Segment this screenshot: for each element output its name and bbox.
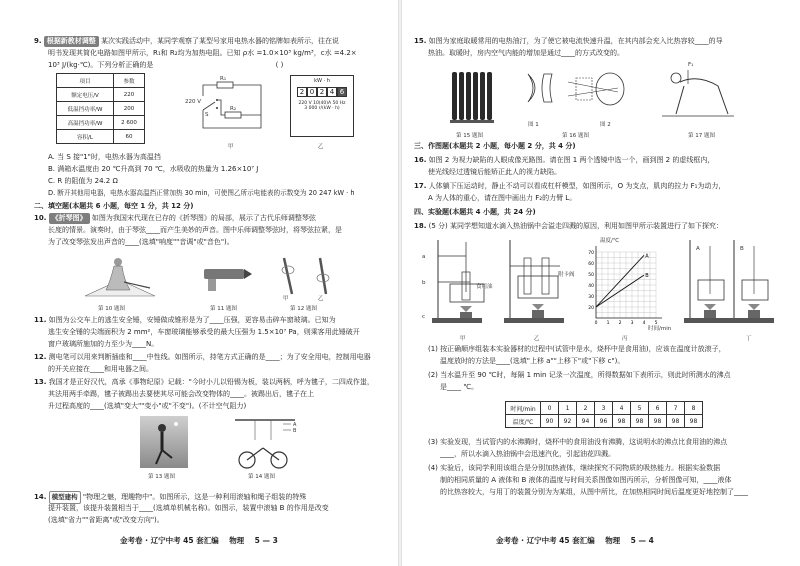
q18-temperature-table [505,401,703,428]
left-page: 9. 根据新教材调整 某次实践活动中，某同学观察了某型号家用电热水器的铭牌如表所示，往在说 明书发现其简化电路如图甲所示，R₁和 R₂均为加热电阻。已知 ρ水 =1.0×10³ kg/m³，c水 =4.2× 10³ J/(kg·℃)。下列分析正确的是 ( ) 项目 参数 额定电压/V 220 低温挡功率/W 200 高温挡功率/W 2 600 容积/L 60 R₁ R₂ 220 V S 甲 kW · h 2 0 2 4 6 220 V 10(40)A 50 Hz 3 000 r/(kW · h) 乙 A. 当 S 接"1"时，电热水器为高温挡 B. 满箱水温度由 20 ℃升高到 70 ℃，水吸收的热量为 1.26×10⁷ J C. R 的阻值为 24.2 Ω D. 断开其他用电器，电热水器高温挡正常加热 30 min，可使图乙所示电能表的示数变为 20 247 kW · h 二、填空题(本题共 6 小题，每空 1 分，共 12 分) 10. 《折琴图》 如图为我国宋代现在已存的《折琴图》的局部，展示了古代乐师调整琴弦 长度的情景。演奏时，由于琴弦____而产生美妙的声音。图中乐师调整琴弦时，将琴弦拉紧，是 为了改变琴弦发出声音的____(选填"响度""音调"或"音色")。 甲 乙 第 10 题图 第 11 题图 第 12 题图 11. 如图为公交车上的逃生安全锤，安锤做成锥形是为了____压强，更容易击碎车窗玻璃。已知为 逃生安全锤的尖端面积为 2 mm²，车窗玻璃能够承受的最大压强为 1.5×10⁷ Pa，则乘客用此锤破开 窗户玻璃所施加的力至少为____N。 12. 测电笔可以用来判断插座和____中性线。如图所示，持笔方式正确的是____；为了安全用电，控制用电器 的开关应接在____和用电器之间。 13. 我国才是正好汉代，高承《事物纪原》记载："今时小儿以铅锡为板，装以两柄，呼为毽子，二四成作蚩， 其法用两手牵踢，毽子被踢出去要使其尽可能会改变物体的____。被踢出后，毽子在上 升过程高度的____(选填"变大""变小"或"不变")。(不计空气阻力) 第 13 题图 A B 第 14 题图 14. 模型建构 "物理之魅，理趣物中"。如图所示，这是一种利用滚轴和绳子组装的特殊 提升装置，该提升装置相当于____(选填单机械名称)。如图示，装置中滚轴 B 的作用是改变 (选填"省力""省距离"或"改变方向")。 金考卷 · 辽宁中考 45 套汇编 物理 5 — 3 [34,37,374,545]
q18-setup-yi [504,236,570,330]
q9-line1: 9. 根据新教材调整 某次实践活动中，某同学观察了某型号家用电热水器的铭牌如表所示，往在说 [34,36,339,47]
right-page: 15. 如图为家庭取暖常用的电热油汀，为了使它被电流快速升温，在其内部会充入比热容较____的导 热油。取暖时，房内空气内能的增加是通过____的方式改变的。 第 15 题图 图 1 图 2 第 16 题图 F₁ 第 17 题图 三、作图题(本题共 2 小题，每小题 2 分，共 4 分) 16. 如图 2 为视力缺陷的人眼成像光路图。请在图 1 两个透镜中选一个，画到图 2 的虚线框内， 使光线经过透镜后能矫正此人的视力缺陷。 17. 人体躺下压运动时，静止不动可以看成杠杆模型，如图所示，O 为支点，肌肉的拉力 F₁为动力， A 为人体的重心，请在图中画出力 F₂的力臂 L。 四、实验题(本题共 4 小题，共 24 分) 18. (5 分) 某同学想知道水滴入热油锅中会溢走四溅的原因，利用如图甲所示装置进行了如下探究： a b c 食用油 甲 附卡阀 乙 20 30 40 50 60 70 0 1 2 3 4 5 A B 温度/℃ 时间/min 丙 A B 丁 (1) 按正确顺序组装本实验器材的过程中(试管中是水，烧杯中是食用油)，应该在温度计放滚子， 温度放时的方法是____(选填"上移 a""上移下"或"下移 c")。 (2) 当水温升至 90 ℃时，每隔 1 min 记录一次温度，所得数据如下表所示，则此时所测水的沸点 是____ ℃。 时间/min 0 1 2 3 4 5 6 7 8 温度/℃ 90 92 94 96 98 98 98 98 98 (3) 实验发现，当试管内的水沸腾时，烧杯中的食用油没有沸腾，这说明水的沸点比食用油的沸点 ____，所以水滴入热油锅中会迅速汽化，引起油花四溅。 (4) 实验后，该同学利用该组合是分别加热液体，继续探究不同物质的吸热能力。根据实验数据 制的相同质量的 A 液体和 B 液体的温度与时间关系图像如图丙所示，分析图像可知，____液体 的比热容较大，与用丁的装置分别为为某组，从图中所比，在加热相同时间后温度更好地控制了____ 金考卷 · 辽宁中考 45 套汇编 物理 5 — 4 [400,0,800,566]
section-2-heading: 二、填空题(本题共 6 小题，每空 1 分，共 12 分) [34,202,194,210]
series-label-b: B [645,273,649,280]
q9-cap-yi: 乙 [318,144,324,150]
y-tick-label: 60 [588,262,594,267]
x-tick-label: 3 [630,321,634,326]
q9-line3: 10³ J/(kg·℃)。下列分析正确的是 ( ) [48,61,284,69]
q11-hammer-figure [198,255,253,295]
fig10-caption: 第 10 题图 [98,306,125,312]
q10-painting-figure [80,252,160,300]
fig14-caption: 第 14 题图 [248,474,275,480]
q18-p2a: (2) 当水温升至 90 ℃时，每隔 1 min 记录一次温度，所得数据如下表所示，则此时所测水的沸点 [428,371,731,379]
q18-p4c: 的比热容较大，与用丁的装置分别为为某组，从图中所比，在加热相同时间后温度更好地控制了____ [440,488,748,496]
fig13-caption: 第 13 题图 [148,474,175,480]
fig17-caption: 第 17 题图 [688,133,715,139]
q11-line2: 逃生安全锤的尖端面积为 2 mm²，车窗玻璃能够承受的最大压强为 1.5×10⁷ Pa，则乘客用此锤破开 [48,328,360,336]
y-tick-label: 70 [588,251,594,256]
q17-line2: A 为人体的重心，请在图中画出力 F₂的力臂 L。 [428,194,577,202]
q10-line2: 长度的情景。演奏时，由于琴弦____而产生美妙的声音。图中乐师调整琴弦时，将琴弦拉紧，是 [48,226,342,234]
q15-line1: 15. 如图为家庭取暖常用的电热油汀，为了使它被电流快速升温，在其内部会充入比热容较____的导 [414,37,723,45]
q18-p3b: ____，所以水滴入热油锅中会迅速汽化，引起油花四溅。 [440,450,615,458]
q9-option-b: B. 满箱水温度由 20 ℃升高到 70 ℃，水吸收的热量为 1.26×10⁷ J [48,165,259,173]
q13-line2: 其法用两手牵踢，毽子被踢出去要使其尽可能会改变物体的____。被踢出后，毽子在上 [48,390,314,398]
table-row: 低温挡功率/W 200 [57,102,145,116]
q18-p4b: 制的相同质量的 A 液体和 B 液体的温度与时间关系图像如图丙所示，分析图像可知，____液体 [440,476,732,484]
q10-line1: 10. 《折琴图》 如图为我国宋代现在已存的《折琴图》的局部，展示了古代乐师调整琴弦 [34,213,316,224]
q17-pushup-figure [658,64,738,126]
q14-line2: 提升装置，该提升装置相当于____(选填单机械名称)。如图示，装置中滚轴 B 的作用是改变 [48,504,329,512]
q12-test-pen-figure [270,254,340,299]
fig12-caption: 第 12 题图 [290,306,317,312]
q15-line2: 热油。取暖时，房内空气内能的增加是通过____的方式改变的。 [428,49,624,57]
q15-oil-heater-figure [448,66,498,128]
x-tick-label: 4 [642,321,646,326]
chart-axes [588,246,662,326]
x-tick-label: 1 [606,321,610,326]
table-row: 温度/℃ 90 92 94 96 98 98 98 98 98 [506,415,703,428]
fig16-caption: 第 16 题图 [562,133,589,139]
table-row: 高温挡功率/W 2 600 [57,116,145,130]
q18-p2b: 是____ ℃。 [440,383,479,391]
q9-line2: 明书发现其简化电路如图甲所示，R₁和 R₂均为加热电阻。已知 ρ水 =1.0×10³ kg/m³，c水 =4.2× [48,49,357,57]
q16-line1: 16. 如图 2 为视力缺陷的人眼成像光路图。请在图 1 两个透镜中选一个，画到图 2 的虚线框内， [414,156,715,164]
table-row: 项目 参数 [57,74,145,88]
q18-p1a: (1) 按正确顺序组装本实验器材的过程中(试管中是水，烧杯中是食用油)，应该在温度计放滚子， [428,345,726,353]
section-3-heading: 三、作图题(本题共 2 小题，每小题 2 分，共 4 分) [414,142,576,150]
q11-line1: 11. 如图为公交车上的逃生安全锤，安锤做成锥形是为了____压强，更容易击碎车窗玻璃。已知为 [34,316,336,324]
q10-line3: 为了改变琴弦发出声音的____(选填"响度""音调"或"音色")。 [48,238,234,246]
svg-text:B: B [293,428,297,434]
y-tick-label: 50 [588,273,594,278]
y-tick-label: 30 [588,295,594,300]
chart-marks [596,253,649,307]
y-tick-label: 40 [588,284,594,289]
q18-p1b: 温度放时的方法是____(选填"上移 a""上移下"或"下移 c")。 [440,357,625,365]
svg-text:A: A [293,422,297,428]
q13-photo [140,416,188,468]
q9-option-d: D. 断开其他用电器，电热水器高温挡正常加热 30 min，可使图乙所示电能表的示数变为 20 247 kW · h [48,189,355,197]
q18-intro: 18. (5 分) 某同学想知道水滴入热油锅中会溢走四溅的原因，利用如图甲所示装置进行了如下探究： [414,222,724,230]
section-4-heading: 四、实验题(本题共 4 小题，共 24 分) [414,208,536,216]
q12-line1: 12. 测电笔可以用来判断插座和____中性线。如图所示，持笔方式正确的是____；为了安全用电，控制用电器 [34,353,371,361]
electric-meter: kW · h 2 0 2 4 6 220 V 10(40)A 50 Hz 3 000 r/(kW · h) [290,75,354,137]
q17-line1: 17. 人体躺下压运动时，静止不动可以看成杠杆模型，如图所示，O 为支点，肌肉的拉力 F₁为动力， [414,182,726,190]
x-tick-label: 5 [654,321,658,326]
q9-option-c: C. R 的阻值为 24.2 Ω [48,177,118,185]
q13-line1: 13. 我国才是正好汉代，高承《事物纪原》记载："今时小儿以铅锡为板，装以两柄，呼为毽子，二四成作蚩， [34,378,374,386]
q9-tag: 根据新教材调整 [44,36,99,47]
q12-line2: 的开关应接在____和用电器之间。 [48,365,153,373]
q9-option-a: A. 当 S 接"1"时，电热水器为高温挡 [48,153,161,161]
q9-param-table [56,73,145,144]
chart-ylabel: 温度/℃ [600,238,620,244]
x-tick-label: 2 [618,321,622,326]
q18-p4a: (4) 实验后，该同学利用该组合是分别加热液体，继续探究不同物质的吸热能力。根据实验数据 [428,464,721,472]
temperature-time-chart [582,238,664,330]
q14-line3: (选填"省力""省距离"或"改变方向")。 [48,516,164,524]
table-row: 时间/min 0 1 2 3 4 5 6 7 8 [506,402,703,415]
meter-digits: 2 0 2 4 6 [291,87,353,97]
table-row: 额定电压/V 220 [57,88,145,102]
table-row: 容积/L 60 [57,130,145,144]
q9-cap-jia: 甲 [228,144,234,150]
fig15-caption: 第 15 题图 [456,133,483,139]
q13-line3: 升过程高度的____(选填"变大""变小"或"不变")。(不计空气阻力) [48,402,247,410]
fig11-caption: 第 11 题图 [210,306,237,312]
q11-line3: 窗户玻璃所施加的力至少为____N。 [48,340,159,348]
series-label-a: A [645,253,649,260]
q18-p3a: (3) 实验发现，当试管内的水沸腾时，烧杯中的食用油没有沸腾，这说明水的沸点比食用油的沸点 [428,438,728,446]
chart-xlabel: 时间/min [648,326,672,332]
q14-line1: 14. 模型建构 "物理之魅，理趣物中"。如图所示，这是一种利用滚轴和绳子组装的特殊 [34,491,306,504]
chart-grid [596,252,656,318]
right-footer: 金考卷 · 辽宁中考 45 套汇编 物理 5 — 4 [496,536,654,545]
y-tick-label: 20 [588,306,594,311]
x-tick-label: 0 [594,321,598,326]
left-footer: 金考卷 · 辽宁中考 45 套汇编 物理 5 — 3 [120,536,278,545]
q14-pulley-figure [225,416,305,472]
axis-lines [596,246,662,318]
q16-line2: 使光线经过透镜后能矫正此人的视力缺陷。 [428,168,561,176]
